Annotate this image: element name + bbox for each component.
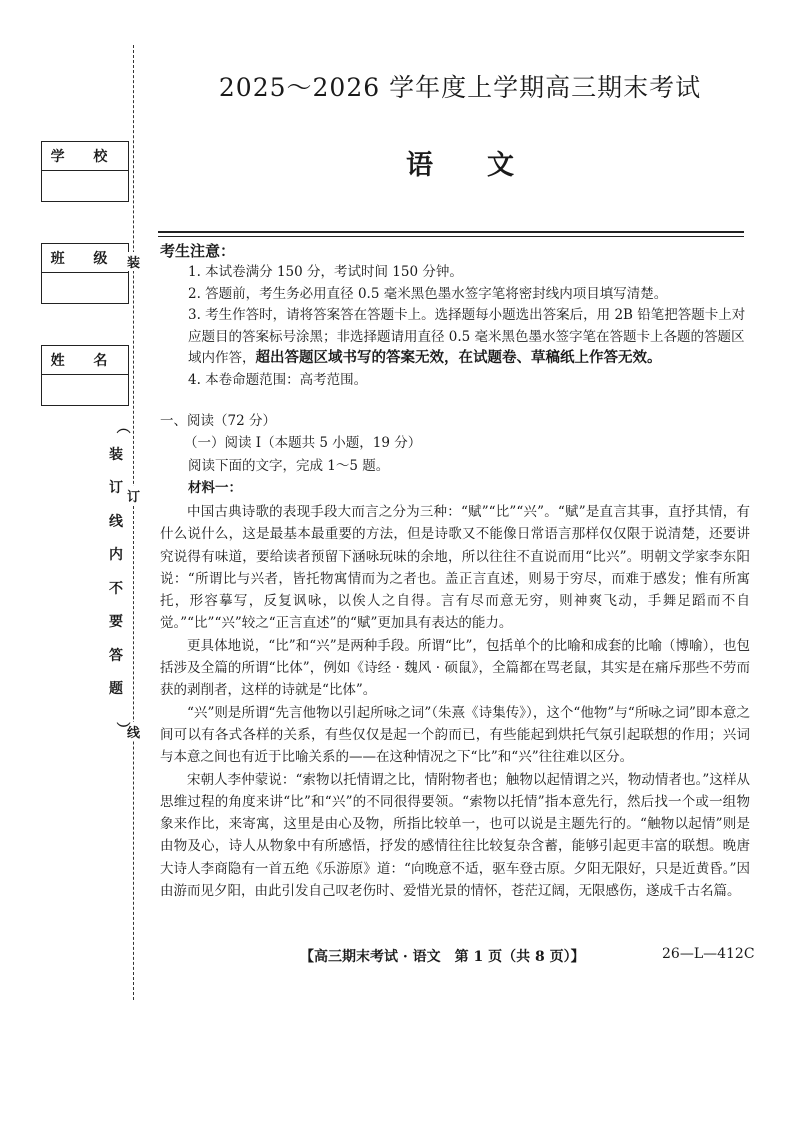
name-label: 姓 名 bbox=[42, 346, 128, 375]
vertical-char: （ bbox=[113, 419, 130, 434]
binding-mark-ding: 订 bbox=[127, 486, 140, 505]
vertical-char: 不 bbox=[109, 580, 123, 597]
paragraph: “兴”则是所谓“先言他物以引起所咏之词”（朱熹《诗集传》），这个“他物”与“所咏之词”即本意之间可以有各式各样的关系，有些仅仅是起一个韵而已，有些能起到烘托气氛引起联想的作用；兴词与本意之间也有近于比喻关系的——在这种情况之下“比”和“兴”往往难以区分。 bbox=[160, 704, 750, 766]
notice-heading: 考生注意： bbox=[160, 242, 236, 260]
notice-item: 1. 本试卷满分 150 分，考试时间 150 分钟。 bbox=[188, 264, 463, 280]
class-field bbox=[41, 243, 129, 304]
vertical-char: 线 bbox=[109, 513, 123, 530]
notice-emphasis: 超出答题区域书写的答案无效，在试题卷、草稿纸上作答无效。 bbox=[255, 350, 662, 366]
vertical-char: 要 bbox=[109, 614, 123, 630]
vertical-char: 内 bbox=[109, 547, 123, 563]
paragraph: 更具体地说，“比”和“兴”是两种手段。所谓“比”，包括单个的比喻和成套的比喻（博喻），也包括涉及全篇的所谓“比体”，例如《诗经 · 魏风 · 硕鼠》，全篇都在骂老鼠，其实是在痛斥那些不劳而获的剥削者，这样的诗就是“比体”。 bbox=[160, 637, 750, 699]
material-body bbox=[160, 501, 750, 902]
notice-item-text: 3. 考生作答时，请将答案答在答题卡上。选择题每小题选出答案后，用 2B 铅笔把答题卡上对应题目的答案标号涂黑；非选择题请用直径 0.5 毫米黑色墨水签字笔在答题卡上各题的答题区域内作答， bbox=[188, 307, 746, 366]
subsection-heading: （一）阅读 Ⅰ（本题共 5 小题，19 分） bbox=[184, 435, 422, 451]
school-label: 学 校 bbox=[42, 142, 128, 171]
name-field bbox=[41, 345, 129, 406]
paragraph: 宋朝人李仲蒙说：“索物以托情谓之比，情附物者也；触物以起情谓之兴，物动情者也。”这样从思维过程的角度来讲“比”和“兴”的不同很得要领。“索物以托情”指本意先行，然后找一个或一组物象来作比，来寄寓，这里是由心及物，所指比较单一，也可以说是主题先行的。“触物以起情”则是由物及心，诗人从物象中有所感悟，抒发的感情往往比较复杂含蓄，能够引起更丰富的联想。晚唐大诗人李商隐有一首五绝《乐游原》道：“向晚意不适，驱车登古原。夕阳无限好，只是近黄昏。”因由游而见夕阳，由此引发自己叹老伤时、爱惜光景的情怀，苍茫辽阔，无限感伤，遂成千古名篇。 bbox=[160, 771, 750, 900]
notice-item: 2. 答题前，考生务必用直径 0.5 毫米黑色墨水签字笔将密封线内项目填写清楚。 bbox=[188, 285, 668, 302]
header-rule-thick bbox=[158, 231, 744, 233]
vertical-char: 答 bbox=[109, 647, 123, 664]
class-blank bbox=[42, 273, 128, 303]
vertical-char: 题 bbox=[109, 681, 123, 697]
school-blank bbox=[42, 171, 128, 201]
notice-item: 4. 本卷命题范围：高考范围。 bbox=[188, 371, 368, 388]
paper-code: 26—L—412C bbox=[662, 946, 755, 962]
name-blank bbox=[42, 375, 128, 405]
part-heading: 一、阅读（72 分） bbox=[160, 413, 276, 429]
exam-title: 2025～2026 学年度上学期高三期末考试 bbox=[218, 73, 702, 102]
paragraph: 中国古典诗歌的表现手段大而言之分为三种：“赋”“比”“兴”。“赋”是直言其事，直抒其情，有什么说什么，这是最基本最重要的方法，但是诗歌又不能像日常语言那样仅仅限于说清楚，还要讲究说得有味道，要给读者预留下涵咏玩味的余地，所以往往不直说而用“比兴”。明朝文学家李东阳说：“所谓比与兴者，皆托物寓情而为之者也。盖正言直述，则易于穷尽，而难于感发；惟有所寓托，形容摹写，反复讽咏，以俟人之自得。言有尽而意无穷，则神爽飞动，手舞足蹈而不自觉。”“比”“兴”较之“正言直述”的“赋”更加具有表达的能力。 bbox=[160, 504, 750, 632]
binding-mark-zhuang: 装 bbox=[127, 252, 140, 271]
binding-mark-xian: 线 bbox=[127, 722, 140, 741]
class-label: 班 级 bbox=[42, 244, 128, 273]
notice-list bbox=[188, 262, 748, 391]
vertical-char: ） bbox=[113, 721, 130, 736]
page-footer: 【高三期末考试 · 语文 第 1 页（共 8 页）】 bbox=[300, 949, 585, 965]
school-field bbox=[41, 141, 129, 202]
binding-warning-vertical bbox=[108, 410, 130, 745]
vertical-char: 订 bbox=[109, 480, 123, 496]
instruction-text: 阅读下面的文字，完成 1～5 题。 bbox=[188, 458, 390, 474]
notice-item bbox=[188, 305, 748, 370]
material-label: 材料一： bbox=[188, 480, 242, 496]
binding-dashed-line bbox=[133, 45, 134, 1000]
subject-title: 语文 bbox=[406, 150, 568, 181]
header-rule-thin bbox=[158, 236, 744, 237]
vertical-char: 装 bbox=[109, 446, 123, 463]
